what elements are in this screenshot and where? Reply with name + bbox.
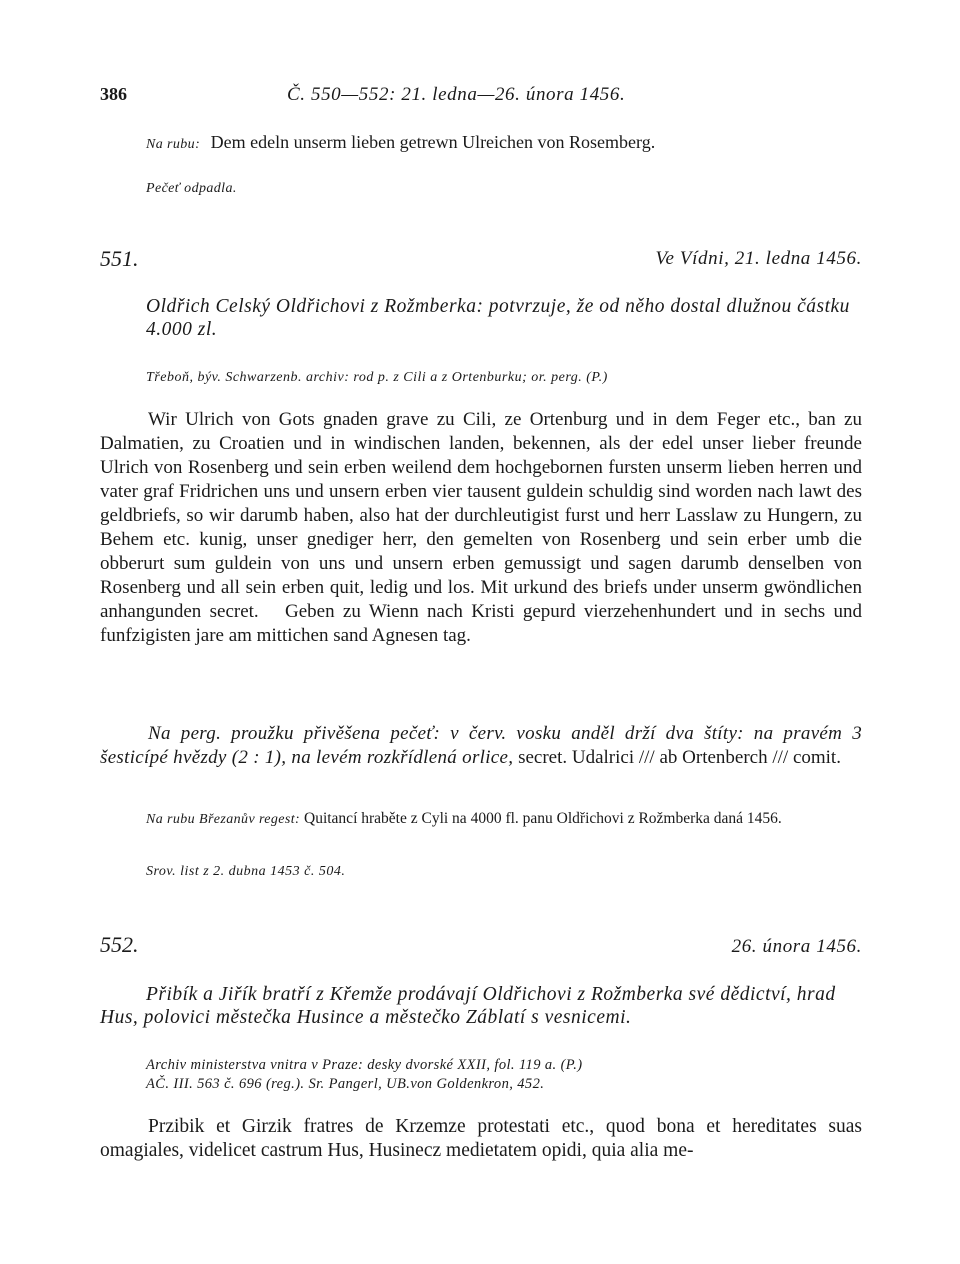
doc-552-number: 552. [100, 932, 139, 957]
doc-551-summary: Oldřich Celský Oldřichovi z Rožmberka: potvrzuje, že od něho dostal dlužnou částku 4.000 zl. [146, 296, 850, 340]
doc-551-text-dating: Geben zu Wienn nach Kristi gepurd vierzehenhundert und in sechs und funfzigisten jare am mittichen sand Agnesen tag. [100, 601, 862, 646]
doc-552-dateline: 26. února 1456. [731, 936, 862, 957]
doc-552-source-2: AČ. III. 563 č. 696 (reg.). Sr. Pangerl, UB.von Goldenkron, 452. [146, 1076, 545, 1092]
doc-551-text-main: Wir Ulrich von Gots gnaden grave zu Cili, ze Ortenburg und in dem Feger etc., ban zu Dalmatien, zu Croatien und in windischen landen, bekennen, als der edel unser lieber freunde Ulrich von Rosenberg und sein erben weilend dem hochgebornen fursten unserm lieben herren und vater graf Fridrichen uns und unsern erben vier tausent guldein schuldig sind worden nach lawt des geldbriefs, so wir darumb haben, also hat der durchleutigist furst und herr Lasslaw zu Hungern, zu Behem etc. kunig, unser gnediger herr, den gemelten von Rosenberg und sein erber umb die obberurt sum guldein von uns und unsern erben gemussigt und sagen darumb denselben von Rosenberg und all sein erben quit, ledig und los. Mit urkund des briefs under unserm gwöndlichen anhangunden secret. [100, 409, 862, 622]
seal-note: Pečeť odpadla. [146, 181, 237, 196]
endorsement-line [146, 132, 862, 153]
running-title: Č. 550—552: 21. ledna—26. února 1456. [287, 84, 626, 105]
page-number: 386 [100, 84, 127, 104]
doc-551-seal-description [100, 722, 862, 770]
doc-551-number: 551. [100, 246, 139, 271]
doc-551-dateline: Ve Vídni, 21. ledna 1456. [655, 248, 862, 269]
doc-552-text: Przibik et Girzik fratres de Krzemze protestati etc., quod bona et hereditates suas omagiales, videlicet castrum Hus, Husinecz medietatem opidi, quia alia me- [100, 1116, 862, 1161]
endorsement-label: Na rubu: [146, 137, 201, 152]
doc-552-source-1: Archiv ministerstva vnitra v Praze: desky dvorské XXII, fol. 119 a. (P.) [146, 1057, 583, 1073]
doc-551-text [100, 408, 862, 648]
doc-551-seal-italic: Na perg. proužku přivěšena pečeť: v červ. vosku anděl drží dva štíty: na pravém 3 šesticípé hvězdy (2 : 1), na levém rozkřídlená orlice, [100, 723, 862, 768]
doc-551-regest-text: Quitancí hraběte z Cyli na 4000 fl. panu Oldřichovi z Rožmberka daná 1456. [304, 810, 782, 827]
doc-552-sources [146, 1056, 862, 1094]
doc-551-regest-label: Na rubu Březanův regest: [146, 812, 301, 827]
doc-551-regest [146, 808, 862, 831]
doc-551-seal-legend: secret. Udalrici /// ab Ortenberch /// comit. [518, 747, 841, 768]
doc-551-source: Třeboň, býv. Schwarzenb. archiv: rod p. z Cili a z Ortenburku; or. perg. (P.) [146, 370, 608, 385]
endorsement-text: Dem edeln unserm lieben getrewn Ulreichen von Rosemberg. [210, 132, 656, 152]
doc-552-summary: Přibík a Jiřík bratří z Křemže prodávají Oldřichovi z Rožmberka své dědictví, hrad Hus, polovici městečka Husince a městečko Záblatí s vesnicemi. [100, 984, 836, 1028]
doc-551-cross-reference: Srov. list z 2. dubna 1453 č. 504. [146, 864, 346, 879]
document-page [100, 0, 862, 1264]
